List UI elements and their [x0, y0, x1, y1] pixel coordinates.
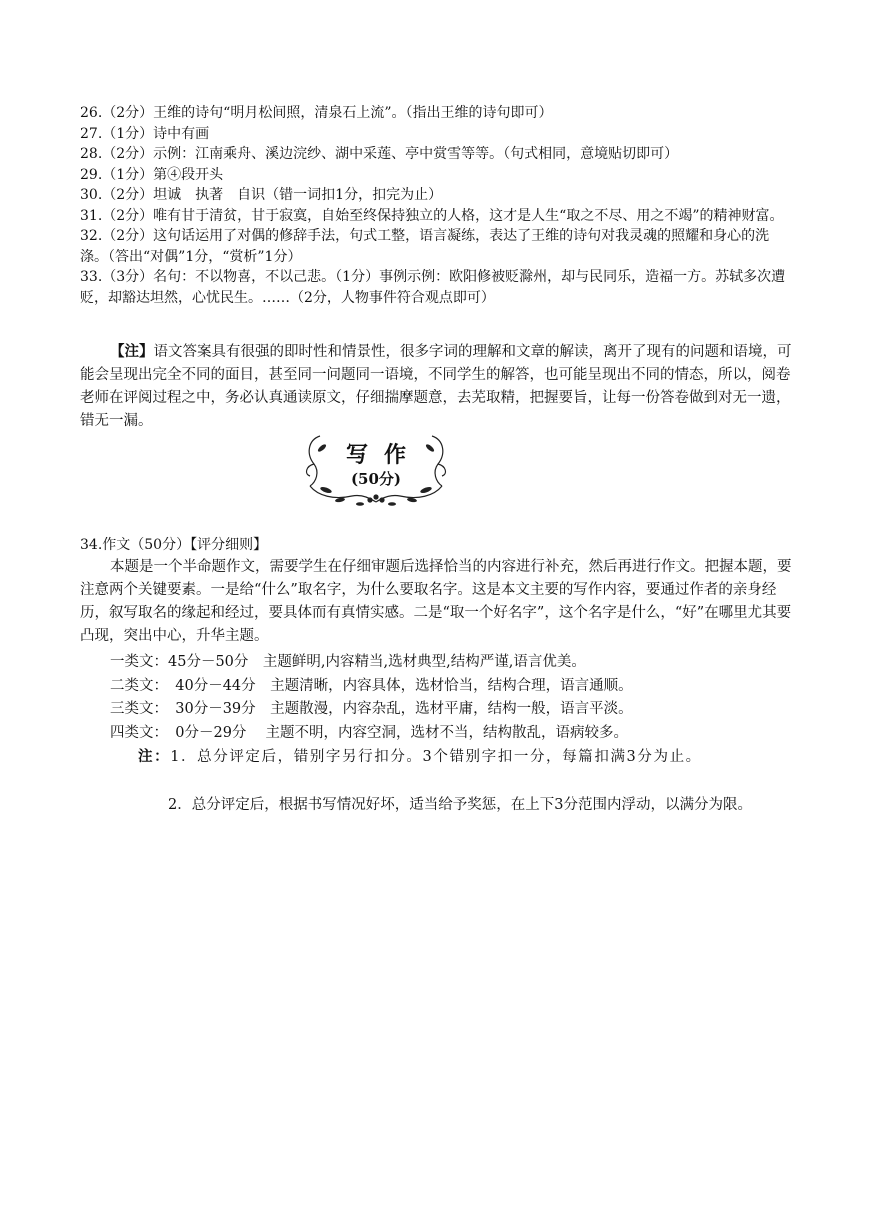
grade-criteria [110, 651, 800, 745]
answer-32: 32.（2分）这句话运用了对偶的修辞手法，句式工整，语言凝练，表达了王维的诗句对我灵魂的照耀和身心的洗涤。（答出“对偶”1分，“赏析”1分） [80, 228, 770, 265]
deduction-note-label: 注： [138, 748, 171, 765]
answer-31: 31.（2分）唯有甘于清贫，甘于寂寞，自始至终保持独立的人格，这才是人生“取之不尽、用之不竭”的精神财富。 [80, 207, 784, 224]
section-banner [300, 430, 452, 512]
note-label: 【注】 [110, 343, 154, 360]
answer-27: 27.（1分）诗中有画 [80, 125, 210, 142]
answer-33: 33.（3分）名句：不以物喜，不以己悲。（1分）事例示例：欧阳修被贬滁州，却与民同乐，造福一方。苏轼多次遭贬，却豁达坦然，心忧民生。……（2分，人物事件符合观点即可） [80, 269, 786, 306]
note-text: 语文答案具有很强的即时性和情景性，很多字词的理解和文章的解读，离开了现有的问题和语境，可能会呈现出完全不同的面目，甚至同一问题同一语境，不同学生的解答，也可能呈现出不同的情态，所以，阅卷老师在评阅过程之中，务必认真通读原文，仔细揣摩题意，去芜取精，把握要旨，让每一份答卷做到对无一遗，错无一漏。 [80, 344, 792, 429]
answer-list [80, 103, 795, 308]
answer-28: 28.（2分）示例：江南乘舟、溪边浣纱、湖中采莲、亭中赏雪等等。（句式相同，意境贴切即可） [80, 146, 679, 162]
section-score: (50分) [350, 470, 402, 488]
grade-level-2: 二类文： 40分－44分 主题清晰，内容具体，选材恰当，结构合理，语言通顺。 [110, 677, 633, 694]
grade-level-3: 三类文： 30分－39分 主题散漫，内容杂乱，选材平庸，结构一般，语言平淡。 [110, 701, 633, 717]
grade-level-1: 一类文：45分－50分 主题鲜明,内容精当,选材典型,结构严谨,语言优美。 [110, 654, 586, 670]
grade-level-4: 四类文： 0分－29分 主题不明，内容空洞，选材不当，结构散乱，语病较多。 [110, 724, 629, 741]
answer-26: 26.（2分）王维的诗句“明月松间照，清泉石上流”。（指出王维的诗句即可） [80, 105, 553, 121]
answer-29: 29.（1分）第④段开头 [80, 166, 224, 183]
deduction-note-2: 2．总分评定后，根据书写情况好坏，适当给予奖惩，在上下3分范围内浮动，以满分为限。 [168, 797, 752, 813]
essay-description: 本题是一个半命题作文，需要学生在仔细审题后选择恰当的内容进行补充，然后再进行作文。把握本题，要注意两个关键要素。一是给“什么”取名字，为什么要取名字。这是本文主要的写作内容，要通过作者的亲身经历，叙写取名的缘起和经过，要具体而有真情实感。二是“取一个好名字”，这个名字是什么，“好”在哪里尤其要凸现，突出中心，升华主题。 [80, 559, 792, 644]
grading-note [80, 340, 795, 433]
deduction-note-1-text: 1．总分评定后，错别字另行扣分。3个错别字扣一分，每篇扣满3分为止。 [170, 749, 702, 765]
section-title: 写作 [345, 442, 422, 468]
essay-heading: 34.作文（50分）【评分细则】 [80, 537, 268, 553]
deduction-note-1 [138, 745, 818, 766]
answer-30: 30.（2分）坦诚 执著 自识（错一词扣1分，扣完为止） [80, 187, 443, 203]
